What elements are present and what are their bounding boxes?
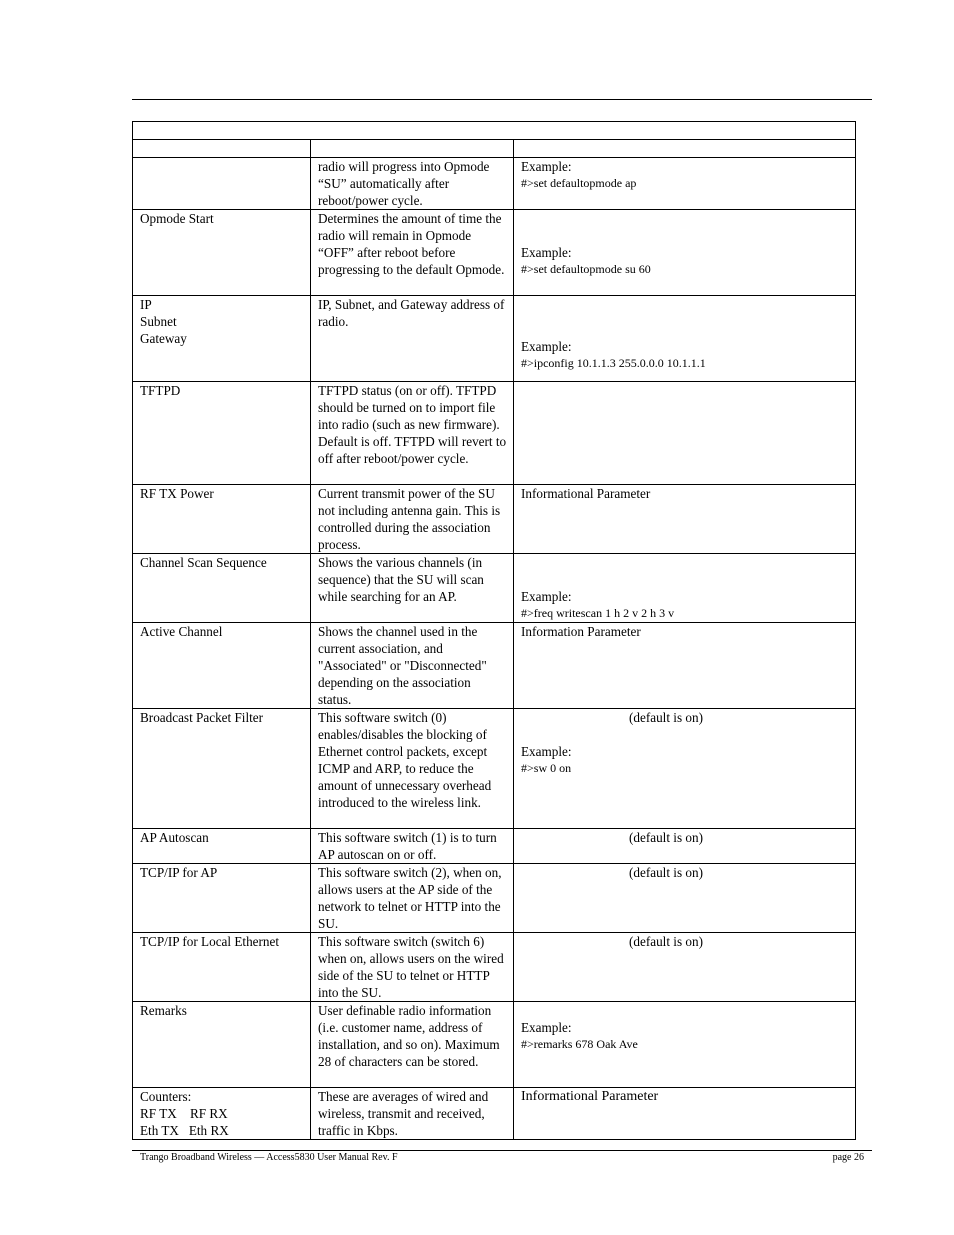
default-note: (default is on) bbox=[629, 830, 703, 845]
description-cell bbox=[311, 709, 514, 829]
example-cell bbox=[514, 1002, 856, 1088]
description-text: These are averages of wired and wireless, transmit and received, traffic in Kbps. bbox=[318, 1089, 489, 1138]
header-cell-description bbox=[311, 140, 514, 158]
table-row bbox=[133, 829, 856, 864]
table-row bbox=[133, 382, 856, 485]
param-cell bbox=[133, 709, 311, 829]
table-row bbox=[133, 1088, 856, 1140]
description-cell bbox=[311, 382, 514, 485]
param-cell bbox=[133, 1088, 311, 1140]
description-text: TFTPD status (on or off). TFTPD should be turned on to import file into radio (such as new firmware). Default is off. TFTPD will revert to off after reboot/power cycle. bbox=[318, 383, 507, 466]
param-cell bbox=[133, 1002, 311, 1088]
footer-rule bbox=[132, 1150, 872, 1151]
param-cell bbox=[133, 158, 311, 210]
description-cell bbox=[311, 210, 514, 296]
description-cell bbox=[311, 485, 514, 554]
description-text: radio will progress into Opmode “SU” automatically after reboot/power cycle. bbox=[318, 159, 490, 208]
table-row bbox=[133, 933, 856, 1002]
example-cell bbox=[514, 158, 856, 210]
param-name: AP Autoscan bbox=[140, 830, 209, 845]
description-cell bbox=[311, 829, 514, 864]
description-text: Shows the various channels (in sequence) that the SU will scan while searching for an AP. bbox=[318, 555, 484, 604]
param-name: TCP/IP for Local Ethernet bbox=[140, 934, 280, 949]
description-text: This software switch (switch 6) when on, allows users on the wired side of the SU to telnet or HTTP into the SU. bbox=[318, 934, 504, 1000]
param-name: Active Channel bbox=[140, 624, 223, 639]
header-cell-example bbox=[514, 140, 856, 158]
example-cell bbox=[514, 296, 856, 382]
param-name: Broadcast Packet Filter bbox=[140, 710, 264, 725]
table-row bbox=[133, 864, 856, 933]
example-cell bbox=[514, 829, 856, 864]
param-name: RF TX RF RX bbox=[140, 1106, 228, 1121]
description-text: This software switch (2), when on, allows users at the AP side of the network to telnet or HTTP into the SU. bbox=[318, 865, 502, 931]
example-command: #>set defaultopmode ap bbox=[521, 176, 637, 190]
param-cell bbox=[133, 864, 311, 933]
description-cell bbox=[311, 1088, 514, 1140]
description-text: IP, Subnet, and Gateway address of radio. bbox=[318, 297, 505, 329]
table-row bbox=[133, 554, 856, 623]
param-cell bbox=[133, 296, 311, 382]
example-cell bbox=[514, 554, 856, 623]
description-text: Determines the amount of time the radio will remain in Opmode “OFF” after reboot before progressing to the default Opmode. bbox=[318, 211, 505, 277]
description-cell bbox=[311, 158, 514, 210]
param-name: TCP/IP for AP bbox=[140, 865, 218, 880]
table-row bbox=[133, 623, 856, 709]
param-name: Remarks bbox=[140, 1003, 187, 1018]
description-text: This software switch (1) is to turn AP autoscan on or off. bbox=[318, 830, 497, 862]
example-label: Example: bbox=[521, 245, 572, 260]
description-cell bbox=[311, 623, 514, 709]
param-cell bbox=[133, 623, 311, 709]
example-command: #>sw 0 on bbox=[521, 761, 572, 775]
description-cell bbox=[311, 1002, 514, 1088]
param-name: Subnet bbox=[140, 314, 177, 329]
note-text: Informational Parameter bbox=[521, 1089, 659, 1104]
description-text: Shows the channel used in the current association, and "Associated" or "Disconnected" depending on the association status. bbox=[318, 624, 487, 707]
example-label: Example: bbox=[521, 339, 572, 354]
param-name: IP bbox=[140, 297, 152, 312]
table-row bbox=[133, 158, 856, 210]
example-command: #>ipconfig 10.1.1.3 255.0.0.0 10.1.1.1 bbox=[521, 356, 706, 370]
note-text: Information Parameter bbox=[521, 624, 641, 639]
param-name: Counters: bbox=[140, 1089, 192, 1104]
description-cell bbox=[311, 933, 514, 1002]
example-label: Example: bbox=[521, 1020, 572, 1035]
example-cell bbox=[514, 933, 856, 1002]
example-cell bbox=[514, 864, 856, 933]
param-name: Opmode Start bbox=[140, 211, 214, 226]
example-cell bbox=[514, 1088, 856, 1140]
page-number: page 26 bbox=[832, 1152, 864, 1163]
table-row bbox=[133, 485, 856, 554]
table-header-row bbox=[133, 140, 856, 158]
table-row bbox=[133, 210, 856, 296]
param-cell bbox=[133, 210, 311, 296]
example-command: #>set defaultopmode su 60 bbox=[521, 262, 651, 276]
description-cell bbox=[311, 296, 514, 382]
example-cell bbox=[514, 709, 856, 829]
table-row bbox=[133, 709, 856, 829]
param-name: Gateway bbox=[140, 331, 187, 346]
table-title-row bbox=[133, 122, 856, 140]
example-cell bbox=[514, 210, 856, 296]
description-text: User definable radio information (i.e. customer name, address of installation, and so on). Maximum 28 of characters can be stored. bbox=[318, 1003, 500, 1069]
description-cell bbox=[311, 864, 514, 933]
param-cell bbox=[133, 485, 311, 554]
table-title-cell bbox=[133, 122, 856, 140]
param-cell bbox=[133, 382, 311, 485]
example-cell bbox=[514, 382, 856, 485]
footer-title: Trango Broadband Wireless — Access5830 User Manual Rev. F bbox=[140, 1152, 398, 1163]
table-row bbox=[133, 1002, 856, 1088]
param-name: RF TX Power bbox=[140, 486, 214, 501]
param-name: Channel Scan Sequence bbox=[140, 555, 267, 570]
default-note: (default is on) bbox=[629, 865, 703, 880]
param-cell bbox=[133, 554, 311, 623]
default-note: (default is on) bbox=[629, 934, 703, 949]
description-cell bbox=[311, 554, 514, 623]
example-label: Example: bbox=[521, 744, 572, 759]
header-cell-parameter bbox=[133, 140, 311, 158]
table-row bbox=[133, 296, 856, 382]
example-label: Example: bbox=[521, 159, 572, 174]
header-rule bbox=[132, 99, 872, 100]
description-text: Current transmit power of the SU not including antenna gain. This is controlled during the association process. bbox=[318, 486, 501, 552]
default-note: (default is on) bbox=[629, 710, 703, 725]
parameter-table bbox=[132, 121, 856, 1140]
example-command: #>remarks 678 Oak Ave bbox=[521, 1037, 638, 1051]
example-cell bbox=[514, 623, 856, 709]
example-command: #>freq writescan 1 h 2 v 2 h 3 v bbox=[521, 606, 675, 620]
param-cell bbox=[133, 933, 311, 1002]
note-text: Informational Parameter bbox=[521, 486, 651, 501]
example-label: Example: bbox=[521, 589, 572, 604]
param-cell bbox=[133, 829, 311, 864]
param-name: TFTPD bbox=[140, 383, 181, 398]
description-text: This software switch (0) enables/disables the blocking of Ethernet control packets, except ICMP and ARP, to reduce the amount of unnecessary overhead introduced to the wireless link. bbox=[318, 710, 492, 810]
example-cell bbox=[514, 485, 856, 554]
param-name: Eth TX Eth RX bbox=[140, 1123, 229, 1138]
